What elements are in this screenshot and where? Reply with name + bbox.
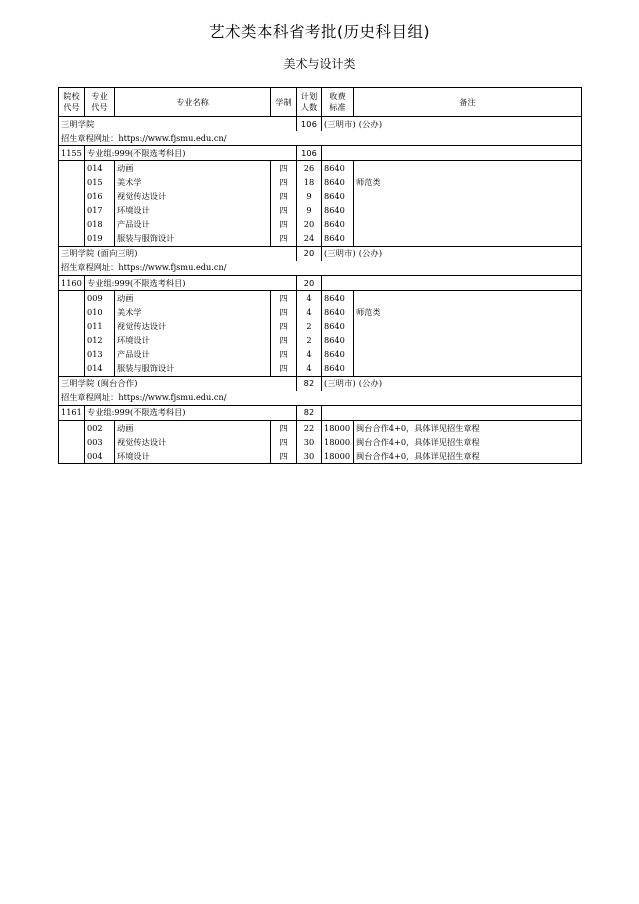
- school-plan-total: 20: [297, 246, 322, 261]
- major-duration: 四: [271, 291, 297, 306]
- charter-website: 招生章程网址：https://www.fjsmu.edu.cn/: [59, 131, 582, 146]
- group-remark: [322, 146, 582, 161]
- major-code: 019: [85, 232, 115, 247]
- charter-website: 招生章程网址：https://www.fjsmu.edu.cn/: [59, 261, 582, 276]
- major-name: 环境设计: [115, 449, 271, 464]
- major-plan: 4: [297, 291, 322, 306]
- major-plan: 20: [297, 218, 322, 232]
- major-duration: 四: [271, 305, 297, 319]
- major-row: [59, 348, 582, 362]
- major-name: 动画: [115, 291, 271, 306]
- group-row: [59, 146, 582, 161]
- group-label: 专业组:999(不限选考科目): [85, 405, 297, 420]
- major-code: 011: [85, 319, 115, 333]
- major-row: [59, 218, 582, 232]
- major-name: 环境设计: [115, 333, 271, 347]
- table-header-row: [59, 88, 582, 117]
- website-row: [59, 261, 582, 276]
- group-row: [59, 276, 582, 291]
- major-name: 环境设计: [115, 204, 271, 218]
- group-remark: [322, 276, 582, 291]
- major-fee: 8640: [322, 175, 354, 189]
- major-fee: 18000: [322, 449, 354, 464]
- school-name: 三明学院 (面向三明): [59, 246, 297, 261]
- major-code: 014: [85, 362, 115, 377]
- school-row: [59, 376, 582, 391]
- major-duration: 四: [271, 333, 297, 347]
- major-note: [354, 218, 582, 232]
- page-subtitle: 美术与设计类: [283, 57, 356, 71]
- major-note: 师范类: [354, 175, 582, 189]
- header-duration: 学制: [271, 88, 297, 117]
- group-plan-total: 20: [297, 276, 322, 291]
- major-note: [354, 204, 582, 218]
- major-plan: 24: [297, 232, 322, 247]
- major-duration: 四: [271, 420, 297, 435]
- major-note: [354, 161, 582, 176]
- header-note: 备注: [354, 88, 582, 117]
- header-fee: 收费 标准: [322, 88, 354, 117]
- major-code: 002: [85, 420, 115, 435]
- header-plan: 计划 人数: [297, 88, 322, 117]
- header-major-code: 专业 代号: [85, 88, 115, 117]
- major-name: 动画: [115, 161, 271, 176]
- major-note: [354, 319, 582, 333]
- major-name: 产品设计: [115, 218, 271, 232]
- major-note: [354, 232, 582, 247]
- school-row: [59, 246, 582, 261]
- group-remark: [322, 405, 582, 420]
- major-plan: 4: [297, 305, 322, 319]
- major-fee: 8640: [322, 305, 354, 319]
- major-name: 服装与服饰设计: [115, 362, 271, 377]
- major-duration: 四: [271, 449, 297, 464]
- school-row: [59, 117, 582, 132]
- major-code: 012: [85, 333, 115, 347]
- school-plan-total: 82: [297, 376, 322, 391]
- major-row-spacer: [59, 175, 85, 189]
- charter-website: 招生章程网址：https://www.fjsmu.edu.cn/: [59, 391, 582, 406]
- group-code: 1155: [59, 146, 85, 161]
- group-code: 1161: [59, 405, 85, 420]
- major-duration: 四: [271, 232, 297, 247]
- major-code: 003: [85, 435, 115, 449]
- major-plan: 22: [297, 420, 322, 435]
- major-fee: 8640: [322, 348, 354, 362]
- major-note: [354, 333, 582, 347]
- major-note: [354, 189, 582, 203]
- major-row-spacer: [59, 204, 85, 218]
- major-plan: 30: [297, 449, 322, 464]
- major-name: 美术学: [115, 175, 271, 189]
- major-name: 动画: [115, 420, 271, 435]
- major-fee: 8640: [322, 291, 354, 306]
- major-plan: 26: [297, 161, 322, 176]
- major-row: [59, 175, 582, 189]
- major-row: [59, 449, 582, 464]
- group-row: [59, 405, 582, 420]
- major-duration: 四: [271, 435, 297, 449]
- major-note: [354, 348, 582, 362]
- major-row: [59, 420, 582, 435]
- major-row-spacer: [59, 291, 85, 306]
- major-row-spacer: [59, 420, 85, 435]
- major-name: 视觉传达设计: [115, 189, 271, 203]
- major-note: [354, 291, 582, 306]
- major-note: 闽台合作4+0，具体详见招生章程: [354, 420, 582, 435]
- major-note: 师范类: [354, 305, 582, 319]
- major-row-spacer: [59, 189, 85, 203]
- major-row-spacer: [59, 435, 85, 449]
- major-plan: 9: [297, 189, 322, 203]
- major-name: 视觉传达设计: [115, 319, 271, 333]
- major-fee: 8640: [322, 218, 354, 232]
- major-fee: 8640: [322, 189, 354, 203]
- major-code: 016: [85, 189, 115, 203]
- table-body: [59, 117, 582, 464]
- major-plan: 2: [297, 319, 322, 333]
- major-fee: 8640: [322, 333, 354, 347]
- major-fee: 18000: [322, 420, 354, 435]
- major-fee: 8640: [322, 232, 354, 247]
- major-plan: 4: [297, 362, 322, 377]
- major-duration: 四: [271, 218, 297, 232]
- major-duration: 四: [271, 204, 297, 218]
- website-row: [59, 391, 582, 406]
- major-row-spacer: [59, 348, 85, 362]
- group-label: 专业组:999(不限选考科目): [85, 146, 297, 161]
- group-label: 专业组:999(不限选考科目): [85, 276, 297, 291]
- major-code: 017: [85, 204, 115, 218]
- major-row: [59, 204, 582, 218]
- major-plan: 18: [297, 175, 322, 189]
- school-name: 三明学院: [59, 117, 297, 132]
- school-remark: (三明市) (公办): [322, 246, 582, 261]
- header-school-code: 院校 代号: [59, 88, 85, 117]
- major-name: 服装与服饰设计: [115, 232, 271, 247]
- group-code: 1160: [59, 276, 85, 291]
- major-code: 013: [85, 348, 115, 362]
- major-row-spacer: [59, 232, 85, 247]
- major-note: [354, 362, 582, 377]
- major-code: 004: [85, 449, 115, 464]
- major-plan: 4: [297, 348, 322, 362]
- major-fee: 8640: [322, 204, 354, 218]
- header-major-name: 专业名称: [115, 88, 271, 117]
- school-remark: (三明市) (公办): [322, 117, 582, 132]
- major-row: [59, 319, 582, 333]
- major-row: [59, 291, 582, 306]
- major-code: 014: [85, 161, 115, 176]
- major-code: 009: [85, 291, 115, 306]
- major-fee: 18000: [322, 435, 354, 449]
- major-plan: 9: [297, 204, 322, 218]
- school-remark: (三明市) (公办): [322, 376, 582, 391]
- major-fee: 8640: [322, 161, 354, 176]
- major-row: [59, 362, 582, 377]
- major-row-spacer: [59, 218, 85, 232]
- school-name: 三明学院 (闽台合作): [59, 376, 297, 391]
- group-plan-total: 106: [297, 146, 322, 161]
- major-duration: 四: [271, 161, 297, 176]
- major-duration: 四: [271, 189, 297, 203]
- admission-table: [58, 87, 582, 464]
- major-code: 015: [85, 175, 115, 189]
- major-row-spacer: [59, 333, 85, 347]
- major-row: [59, 305, 582, 319]
- major-fee: 8640: [322, 319, 354, 333]
- group-plan-total: 82: [297, 405, 322, 420]
- major-name: 美术学: [115, 305, 271, 319]
- major-plan: 30: [297, 435, 322, 449]
- school-plan-total: 106: [297, 117, 322, 132]
- major-row-spacer: [59, 305, 85, 319]
- major-duration: 四: [271, 319, 297, 333]
- major-fee: 8640: [322, 362, 354, 377]
- major-duration: 四: [271, 175, 297, 189]
- major-duration: 四: [271, 362, 297, 377]
- major-code: 010: [85, 305, 115, 319]
- major-row: [59, 435, 582, 449]
- major-row: [59, 189, 582, 203]
- major-duration: 四: [271, 348, 297, 362]
- major-row-spacer: [59, 319, 85, 333]
- major-row: [59, 161, 582, 176]
- major-plan: 2: [297, 333, 322, 347]
- major-code: 018: [85, 218, 115, 232]
- major-row-spacer: [59, 161, 85, 176]
- page-title: 艺术类本科省考批(历史科目组): [208, 23, 431, 41]
- major-name: 产品设计: [115, 348, 271, 362]
- major-row: [59, 333, 582, 347]
- major-row-spacer: [59, 449, 85, 464]
- website-row: [59, 131, 582, 146]
- major-name: 视觉传达设计: [115, 435, 271, 449]
- major-row: [59, 232, 582, 247]
- major-note: 闽台合作4+0，具体详见招生章程: [354, 449, 582, 464]
- major-row-spacer: [59, 362, 85, 377]
- major-note: 闽台合作4+0，具体详见招生章程: [354, 435, 582, 449]
